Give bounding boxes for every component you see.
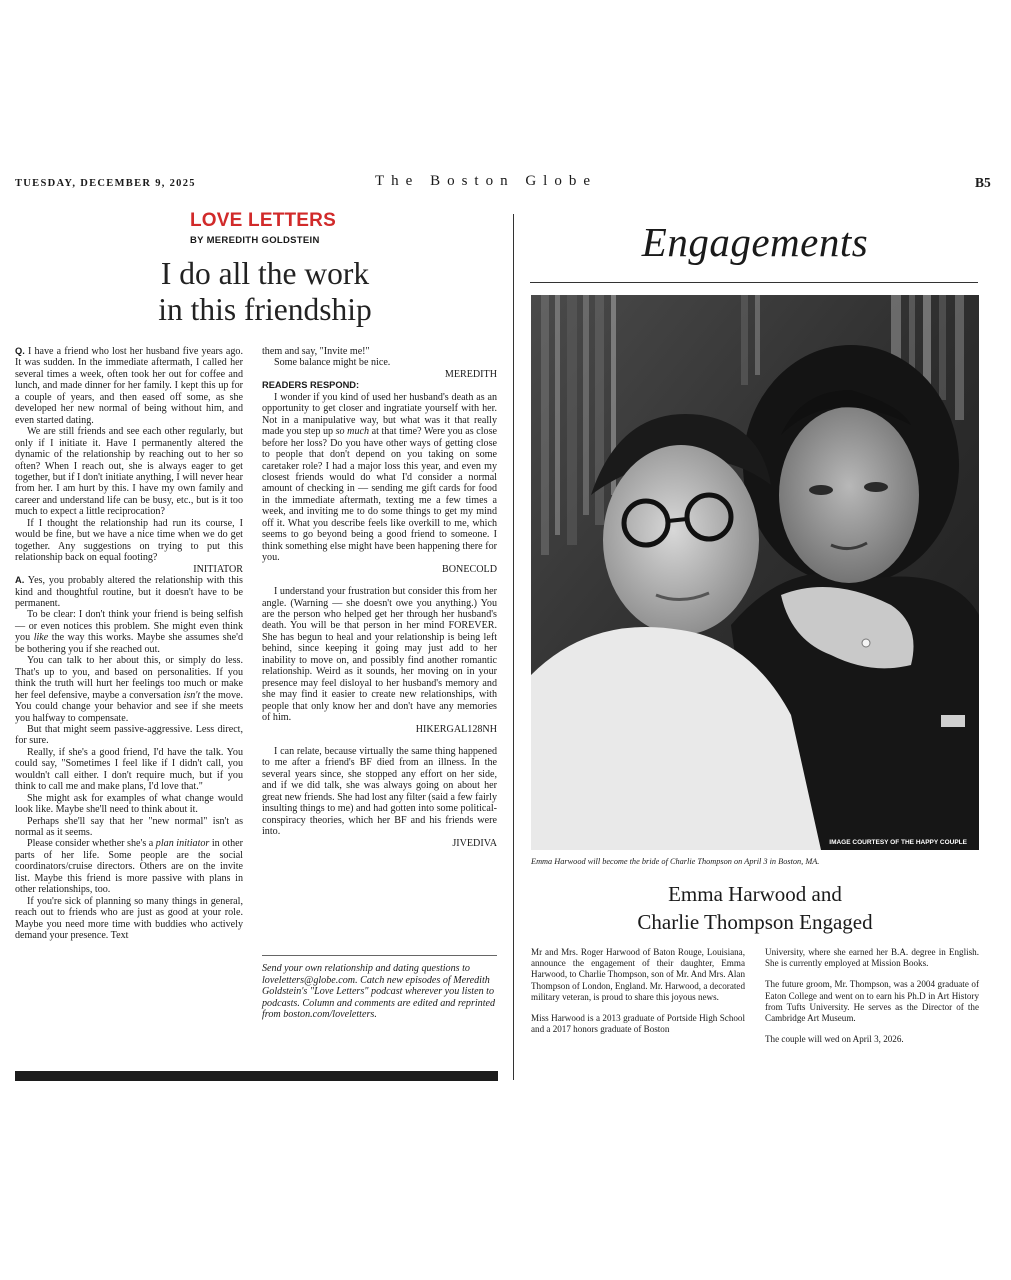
newspaper-name: The Boston Globe [375,173,597,189]
photo-caption: Emma Harwood will become the bride of Charlie Thompson on April 3 in Boston, MA. [531,857,820,866]
question-lead: Q. [15,346,25,356]
answer-paragraph: She might ask for examples of what change would look like. Maybe she'll need to think about it. [15,792,243,816]
column-kicker: LOVE LETTERS [190,210,336,231]
announcement-column-1 [531,947,745,1045]
answer-paragraph [15,609,243,655]
submission-promo: Send your own relationship and dating questions to loveletters@globe.com. Catch new episodes of Meredith Goldstein's "Love Letters" podcast wherever you listen to podcasts. Column and comments are edited and reprinted from boston.com/loveletters. [262,963,496,1020]
announcement-paragraph: Miss Harwood is a 2013 graduate of Portside High School and a 2017 honors graduate of Boston [531,1013,745,1035]
reader-text: at that time? Were you as close before her loss? Do you have other ways of getting close to people that don't depend on you taking on some caretaker role? I had a major loss this year, and even my closest friends would do what I'd consider a normal amount of checking in — sending me gift cards for food in the immediate aftermath, texting me a few times a week, and inviting me to do some things to get my mind off it. What you describe feels like overkill to me, which seems to go beyond being a good friend to someone. I think something else might have been happening there for you. [262,426,497,564]
answer-text: Yes, you probably altered the relationship with this kind and thoughtful routine, but it doesn't have to be permanent. [15,575,243,609]
answer-text: the move. You could change your behavior and see if she meets you halfway to compensate. [15,689,244,724]
engagement-headline [600,880,910,936]
answer-emphasis: isn't [183,689,201,701]
engagement-headline-line-2: Charlie Thompson Engaged [637,910,873,934]
answer-paragraph [15,655,243,724]
announcement-paragraph: University, where she earned her B.A. degree in English. She is currently employed at Mission Books. [765,947,979,969]
couple-photo [531,295,979,850]
engagement-headline-line-1: Emma Harwood and [668,882,842,906]
reader-response: I understand your frustration but consider this from her angle. (Warning — she doesn't owe you anything.) You are the person who helped get her through her husband's death. You will be that person in her mind FOREVER. She has begun to heal and your relationship is being left behind, since keeping it going may just add to her inability to move on, and possibly find another romantic relationship. Weird as it sounds, her moving on in your presence may feel disloyal to her husband's memory and she may find it easier to create new relationships, with people that only know her and don't have any memories of him. [262,586,497,724]
byline: BY MEREDITH GOLDSTEIN [190,235,320,246]
issue-date: TUESDAY, DECEMBER 9, 2025 [15,178,196,189]
article-column-1 [15,346,243,942]
answer-paragraph: them and say, "Invite me!" [262,346,370,357]
answer-paragraph: But that might seem passive-aggressive. Less direct, for sure. [15,723,243,747]
answer-emphasis: like [33,632,49,644]
photo-credit: IMAGE COURTESY OF THE HAPPY COUPLE [829,839,967,846]
question-text: I have a friend who lost her husband five years ago. It was sudden. In the immediate aftermath, I called her several times a week, often took her out for coffee and lunch, and made dinner for her family. I kept this up for a couple of years, and then eased off some, as she developed her new normal of being without him, and even started dating. [15,346,243,426]
couple-photo-illustration [531,295,979,850]
columnist-signature: MEREDITH [444,368,497,380]
reader-text: I wonder if you kind of used her husband's death as an opportunity to get closer and ingratiate yourself with her. Not in a manipulative way, but what was it that really made you step up [262,391,497,438]
answer-paragraph: If you're sick of planning so many things in general, reach out to friends who are just as good at your role. Maybe you need more time with buddies who actively demand your presence. Text [15,895,243,942]
question-paragraph: We are still friends and see each other regularly, but only if I initiate it. Have I permanently altered the dynamic of the relationship by reaching out to her so often? When I reach out, she is always eager to get together, but if I don't initiate anything, I will never hear from her. I am hurt by this. I have my own family and career and understand life can be busy, etc., but is it too much to expect a little reciprocation? [15,426,243,518]
question-paragraph [15,346,243,426]
reader-response: I can relate, because virtually the same thing happened to me after a friend's BF died from an illness. In the several years since, she stopped any effort on her side, and if we did talk, she was always going on about her great new friends. She had lost any filter (said a few fairly insulting things to me) and had gotten into some political-conspiracy theories, which her BF and his friends were into. [262,745,497,838]
answer-text: in other parts of her life. Some people are the social coordinators/cruise directors. Others are on the invite list. Maybe this friend is more passive with plans in other relationships, too. [15,838,243,896]
reader-response [262,392,497,564]
announcement-column-2 [765,947,979,1055]
question-paragraph: If I thought the relationship had run its course, I would be fine, but we have a nice time when we do get together. Any suggestions on trying to put this relationship back on equal footing? [15,517,243,564]
reader-signature: BONECOLD [442,563,497,575]
reader-signature: HIKERGAL128NH [415,723,497,735]
answer-emphasis: plan initiator [155,838,210,850]
page-number: B5 [975,175,991,190]
readers-respond-heading [262,380,497,391]
answer-paragraph: Really, if she's a good friend, I'd have the talk. You could say, "Sometimes I feel like if I didn't call, you wouldn't call either. I don't require much, but if you think to call me and make plans, I'd love that." [15,746,243,793]
section-rule [530,282,978,283]
headline-line-1: I do all the work [160,256,370,291]
announcement-paragraph: The couple will wed on April 3, 2026. [765,1034,904,1045]
answer-text: the way this works. Maybe she assumes she'd be bothering you if she reached out. [15,632,243,655]
readers-respond-label: READERS RESPOND: [262,380,360,391]
answer-paragraph [15,838,243,895]
reader-emphasis: so much [335,426,370,438]
question-signature: INITIATOR [193,563,243,575]
bottom-rule [15,1071,498,1081]
announcement-paragraph: The future groom, Mr. Thompson, was a 2004 graduate of Eaton College and went on to earn his Ph.D in Art History from Tufts University. He serves as the Director of the Cambridge Art Museum. [765,979,979,1024]
announcement-paragraph: Mr and Mrs. Roger Harwood of Baton Rouge, Louisiana, announce the engagement of their daughter, Emma Harwood, to Charlie Thompson, son of Mr. And Mrs. Alan Thompson of London, England. Mr. Harwood, a decorated military veteran, is proud to share this joyous news. [531,947,745,1002]
answer-text: Please consider whether she's a [27,838,156,850]
headline-line-2: in this friendship [158,292,372,327]
column-divider [513,214,514,1080]
article-headline [100,256,430,328]
answer-paragraph [15,575,243,609]
answer-lead: A. [15,575,25,586]
answer-paragraph: Perhaps she'll say that her "new normal" isn't as normal as it seems. [15,815,243,839]
answer-text: You can talk to her about this, or simply do less. That's up to you, and based on personalities. If you think the truth will hurt her feelings too much or make her feel defensive, maybe a conversation [15,655,243,701]
answer-paragraph: Some balance might be nice. [274,357,391,369]
answer-text: To be clear: I don't think your friend is being selfish — or even notices this problem. She might even think you [15,609,243,644]
article-column-2 [262,346,497,849]
section-title: Engagements [641,219,869,265]
promo-divider [262,955,497,956]
reader-signature: JIVEDIVA [452,837,497,849]
